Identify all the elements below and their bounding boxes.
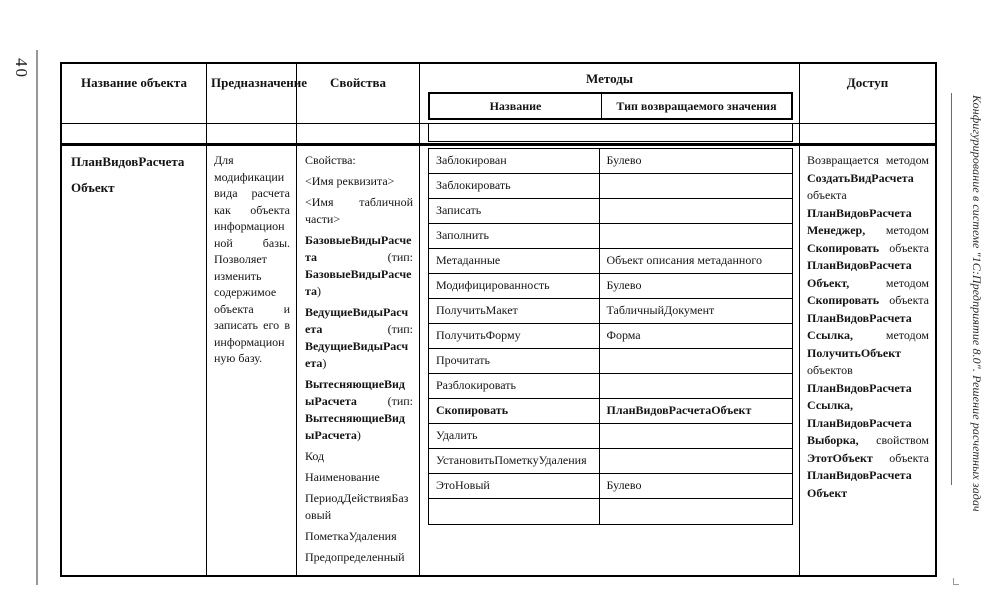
- property-item: [305, 490, 413, 524]
- method-row: [429, 474, 792, 499]
- property-item: [305, 173, 413, 190]
- methods-subheader-box: [428, 92, 793, 120]
- method-return-type-cell: [600, 174, 793, 198]
- header-access: Доступ: [800, 64, 935, 124]
- bold-term: БазовыеВидыРасчета: [305, 233, 412, 264]
- plain-text: Код: [305, 449, 325, 463]
- header-methods-title: Методы: [586, 71, 633, 86]
- bold-term: ВытесняющиеВидыРасчета: [305, 377, 406, 408]
- property-item: [305, 448, 413, 465]
- header-method-return-type: Тип возвращаемого значения: [616, 98, 777, 113]
- plain-text: (тип:: [317, 250, 413, 264]
- method-return-type-cell: Булево: [606, 278, 642, 292]
- method-name-cell: ПолучитьФорму: [429, 324, 600, 348]
- plain-text: методом: [865, 223, 929, 237]
- header-methods: [420, 64, 800, 124]
- method-name-cell: Удалить: [429, 424, 600, 448]
- property-item: [305, 152, 413, 169]
- method-return-type-cell: [600, 199, 793, 223]
- method-name-cell: [429, 499, 600, 524]
- method-return-type-cell: [600, 449, 793, 473]
- method-name-cell: Скопировать: [429, 399, 600, 423]
- bold-term: БазовыеВидыРасчета: [305, 267, 412, 298]
- plain-text: <Имя табличной части>: [305, 195, 413, 226]
- method-row: [429, 449, 792, 474]
- method-return-type-cell: Булево: [606, 478, 642, 492]
- bold-term: ПланВидовРасчета Объект: [807, 468, 912, 500]
- bold-term: СоздатьВидРасчета: [807, 170, 914, 185]
- plain-text: Предопределенный: [305, 550, 405, 564]
- method-name-cell: Записать: [429, 199, 600, 223]
- method-row: [429, 424, 792, 449]
- spacer-cell: [800, 124, 935, 146]
- bold-term: ПланВидовРасчета Ссылка, ПланВидовРасчета Выборка,: [807, 380, 912, 447]
- bold-term: ПланВидовРасчета Менеджер,: [807, 205, 912, 237]
- bold-term: ПолучитьОбъект: [807, 345, 901, 360]
- bold-term: ВытесняющиеВидыРасчета: [305, 411, 406, 442]
- object-name-line: ПланВидовРасчета: [71, 154, 185, 169]
- method-row: [429, 199, 792, 224]
- properties-list: [297, 146, 420, 575]
- method-row: [429, 374, 792, 399]
- spacer-cell-methods: [420, 124, 800, 146]
- plain-text: Наименование: [305, 470, 380, 484]
- method-name-cell: ПолучитьМакет: [429, 299, 600, 323]
- method-row: [429, 324, 792, 349]
- object-name-line: Объект: [71, 180, 115, 195]
- method-row: [429, 274, 792, 299]
- object-purpose: Для модификации вида расчета как объекта информационной базы. Позволяет изменить содержимое объекта и записать его в информационную базу.: [207, 146, 297, 575]
- plain-text: ): [356, 428, 361, 442]
- method-name-cell: Модифицированность: [429, 274, 600, 298]
- running-head: Конфигурирование в системе "1С:Предприятие 8.0". Решение расчетных задач: [970, 95, 984, 512]
- plain-text: <Имя реквизита>: [305, 174, 395, 188]
- header-properties: Свойства: [297, 64, 420, 124]
- spacer-cell: [207, 124, 297, 146]
- method-return-type-cell: [600, 349, 793, 373]
- property-item: [305, 232, 413, 300]
- method-return-type-cell: Объект описания метаданного: [606, 253, 762, 267]
- method-row: [429, 299, 792, 324]
- method-name-cell: Прочитать: [429, 349, 600, 373]
- plain-text: Свойства:: [305, 153, 356, 167]
- object-description-table: [60, 62, 937, 577]
- method-return-type-cell: [600, 374, 793, 398]
- method-return-type-cell: Булево: [606, 153, 642, 167]
- bold-term: Скопировать: [807, 240, 880, 255]
- plain-text: Возвращается методом: [807, 153, 929, 167]
- plain-text: ПериодДействияБазовый: [305, 491, 409, 522]
- method-return-type-cell: Форма: [606, 328, 641, 342]
- plain-text: объекта: [807, 188, 847, 202]
- method-return-type-cell: [600, 224, 793, 248]
- page-number: 40: [12, 58, 31, 79]
- method-name-cell: ЭтоНовый: [429, 474, 600, 498]
- running-head-rule: [951, 93, 952, 485]
- plain-text: ): [322, 356, 327, 370]
- plain-text: объекта: [872, 450, 929, 465]
- bold-term: Скопировать: [807, 293, 880, 307]
- header-method-name: Название: [430, 94, 602, 118]
- method-row: [429, 249, 792, 274]
- method-return-type-cell: [600, 424, 793, 448]
- left-edge-rule: [36, 50, 38, 585]
- plain-text: объектов: [807, 363, 853, 377]
- plain-text: свойством: [858, 433, 929, 447]
- property-item: [305, 376, 413, 444]
- property-item: [305, 549, 413, 566]
- plain-text: ): [317, 284, 322, 298]
- table-spacer-row: [62, 124, 935, 146]
- plain-text: методом: [852, 328, 929, 342]
- methods-table: [428, 148, 793, 525]
- property-item: [305, 528, 413, 545]
- spacer-cell: [297, 124, 420, 146]
- method-name-cell: УстановитьПометкуУдаления: [429, 449, 600, 473]
- method-row: [429, 349, 792, 374]
- header-object-name: Название объекта: [62, 64, 207, 124]
- method-return-type-cell: ТабличныйДокумент: [606, 303, 715, 317]
- method-name-cell: Заблокирован: [429, 149, 600, 173]
- method-return-type-cell: [600, 499, 793, 524]
- method-name-cell: Заполнить: [429, 224, 600, 248]
- bold-term: ПланВидовРасчета Ссылка,: [807, 310, 912, 342]
- methods-empty-box: [428, 124, 793, 142]
- bold-term: ВедущиеВидыРасчета: [305, 305, 409, 336]
- plain-text: (тип:: [322, 322, 413, 336]
- method-row: [429, 174, 792, 199]
- method-row: [429, 224, 792, 249]
- method-return-type-cell: ПланВидовРасчетаОбъект: [606, 403, 752, 417]
- bold-term: ПланВидовРасчета Объект,: [807, 258, 912, 290]
- method-row: [429, 499, 792, 524]
- object-name: [62, 146, 207, 575]
- spacer-cell: [62, 124, 207, 146]
- method-row: [429, 399, 792, 424]
- table-header-row: [62, 64, 935, 124]
- plain-text: ПометкаУдаления: [305, 529, 397, 543]
- method-name-cell: Разблокировать: [429, 374, 600, 398]
- header-purpose: Предназначение: [207, 64, 297, 124]
- method-name-cell: Заблокировать: [429, 174, 600, 198]
- bold-term: ВедущиеВидыРасчета: [305, 339, 409, 370]
- property-item: [305, 469, 413, 486]
- plain-text: (тип:: [356, 394, 413, 408]
- bold-term: ЭтотОбъект: [807, 450, 873, 465]
- method-row: [429, 149, 792, 174]
- method-name-cell: Метаданные: [429, 249, 600, 273]
- scan-artifact-mark: [953, 578, 959, 585]
- plain-text: методом: [849, 275, 929, 290]
- plain-text: объекта: [879, 293, 929, 307]
- access-text: [800, 146, 935, 575]
- property-item: [305, 304, 413, 372]
- table-body-row: [62, 146, 935, 575]
- methods-column: [420, 146, 800, 575]
- plain-text: объекта: [879, 240, 929, 255]
- property-item: [305, 194, 413, 228]
